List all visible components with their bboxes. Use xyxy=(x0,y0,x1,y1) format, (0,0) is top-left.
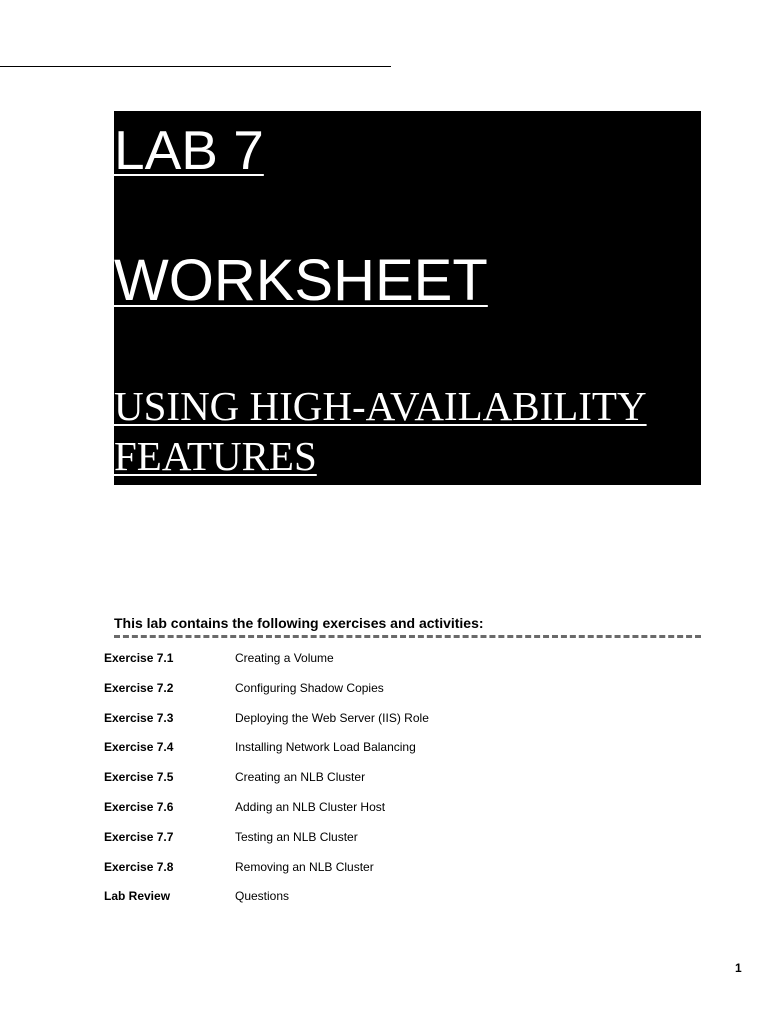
exercise-name: Removing an NLB Cluster xyxy=(235,859,374,874)
exercise-list xyxy=(104,649,704,917)
list-item xyxy=(104,709,704,739)
list-item xyxy=(104,738,704,768)
list-item xyxy=(104,768,704,798)
exercise-id: Exercise 7.3 xyxy=(104,710,174,725)
list-item xyxy=(104,887,704,917)
page-number: 1 xyxy=(735,961,742,975)
contents-heading: This lab contains the following exercises and activities: xyxy=(114,614,701,638)
exercise-id: Exercise 7.2 xyxy=(104,680,174,695)
exercise-id: Exercise 7.1 xyxy=(104,651,174,665)
exercise-name: Creating a Volume xyxy=(235,651,334,665)
exercise-id: Exercise 7.7 xyxy=(104,829,174,844)
list-item xyxy=(104,798,704,828)
exercise-name: Creating an NLB Cluster xyxy=(235,770,366,785)
list-item xyxy=(104,679,704,709)
list-item xyxy=(104,828,704,858)
exercise-id: Lab Review xyxy=(104,889,171,904)
list-item xyxy=(104,858,704,888)
list-item xyxy=(104,649,704,679)
exercise-name: Questions xyxy=(235,889,290,904)
exercise-name: Configuring Shadow Copies xyxy=(235,680,384,695)
lab-number: LAB 7 xyxy=(114,119,264,181)
exercise-id: Exercise 7.4 xyxy=(104,740,174,755)
exercise-id: Exercise 7.8 xyxy=(104,859,174,874)
exercise-name: Installing Network Load Balancing xyxy=(235,740,416,755)
exercise-name: Adding an NLB Cluster Host xyxy=(235,799,386,814)
title-banner xyxy=(114,111,701,485)
document-type: WORKSHEET xyxy=(114,248,488,313)
exercise-name: Deploying the Web Server (IIS) Role xyxy=(235,710,429,725)
exercise-id: Exercise 7.5 xyxy=(104,770,174,785)
exercise-name: Testing an NLB Cluster xyxy=(235,829,358,844)
header-rule xyxy=(0,66,391,67)
exercise-id: Exercise 7.6 xyxy=(104,799,174,814)
lab-title: USING HIGH-AVAILABILITY FEATURES xyxy=(114,383,647,479)
